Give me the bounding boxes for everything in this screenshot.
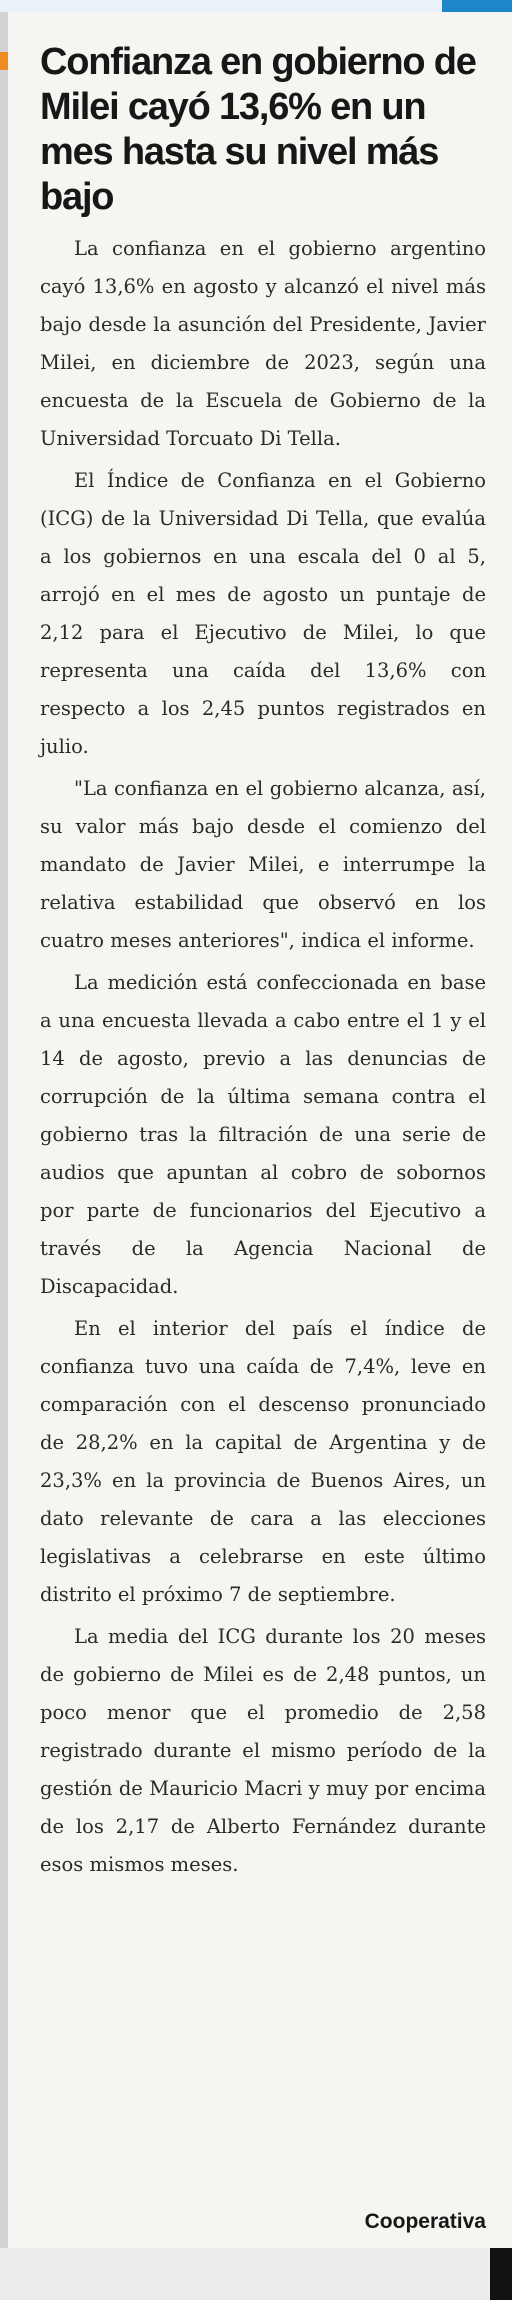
article-body xyxy=(40,230,486,1884)
paragraph-6: La media del ICG durante los 20 meses de gobierno de Milei es de 2,48 puntos, un poco menor que el promedio de 2,58 registrado durante el mismo período de la gestión de Mauricio Macri y muy por encima de los 2,17 de Alberto Fernández durante esos mismos meses. xyxy=(40,1625,486,1876)
top-blue-block xyxy=(442,0,512,12)
paragraph-1: La confianza en el gobierno argentino cayó 13,6% en agosto y alcanzó el nivel más bajo desde la asunción del Presidente, Javier Milei, en diciembre de 2023, según una encuesta de la Escuela de Gobierno de la Universidad Torcuato Di Tella. xyxy=(40,237,486,450)
left-margin-bar xyxy=(0,12,8,2300)
paragraph-3: "La confianza en el gobierno alcanza, así, su valor más bajo desde el comienzo del mandato de Javier Milei, e interrumpe la relativa estabilidad que observó en los cuatro meses anteriores", indica el informe. xyxy=(40,777,486,952)
orange-marker xyxy=(0,52,8,70)
article-byline: Cooperativa xyxy=(364,2210,486,2233)
article-column xyxy=(40,40,486,1888)
top-accent-strip xyxy=(0,0,512,12)
bottom-dark-block xyxy=(490,2248,512,2300)
paragraph-5: En el interior del país el índice de confianza tuvo una caída de 7,4%, leve en comparación con el descenso pronunciado de 28,2% en la capital de Argentina y de 23,3% en la provincia de Buenos Aires, un dato relevante de cara a las elecciones legislativas a celebrarse en este último distrito el próximo 7 de septiembre. xyxy=(40,1317,486,1606)
paragraph-2: El Índice de Confianza en el Gobierno (ICG) de la Universidad Di Tella, que evalúa a los gobiernos en una escala del 0 al 5, arrojó en el mes de agosto un puntaje de 2,12 para el Ejecutivo de Milei, lo que representa una caída del 13,6% con respecto a los 2,45 puntos registrados en julio. xyxy=(40,469,486,758)
paragraph-4: La medición está confeccionada en base a una encuesta llevada a cabo entre el 1 y el 14 de agosto, previo a las denuncias de corrupción de la última semana contra el gobierno tras la filtración de una serie de audios que apuntan al cobro de sobornos por parte de funcionarios del Ejecutivo a través de la Agencia Nacional de Discapacidad. xyxy=(40,971,486,1298)
article-headline: Confianza en gobierno de Milei cayó 13,6% en un mes hasta su nivel más bajo xyxy=(40,41,476,218)
bottom-strip xyxy=(0,2248,512,2300)
